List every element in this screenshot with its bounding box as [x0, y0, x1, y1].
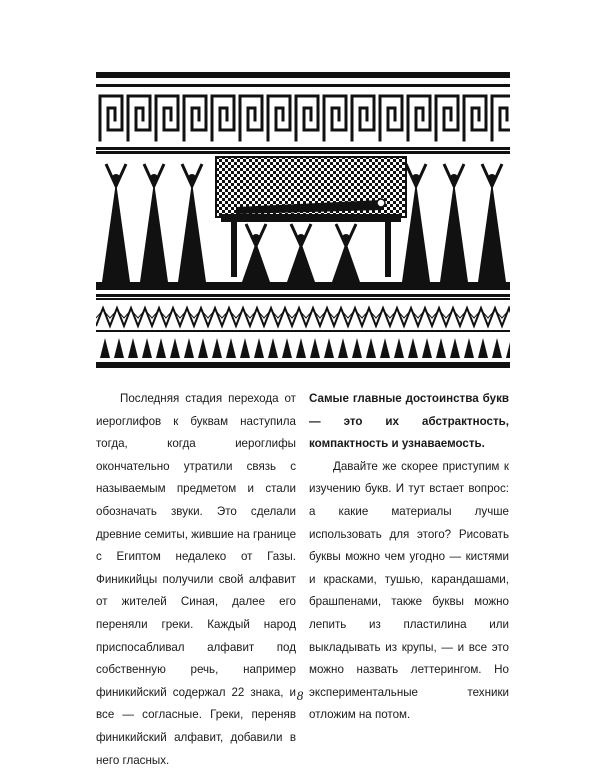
zigzag-band [96, 308, 510, 358]
left-column [96, 388, 296, 772]
highlight-paragraph: Самые главные достоинства букв — это их абстрактность, компактность и узнаваемость. [309, 392, 509, 451]
materials-paragraph: Давайте же скорее приступим к изучению букв. И тут встает вопрос: а какие материалы лучше использовать для этого? Рисовать буквы можно чем угодно — кистями и красками, тушью, карандашами, брашпенами, также буквы можно лепить из пластилина или выкладывать из крупы, — и все это можно назвать леттерингом. Но экспериментальные техники отложим на потом. [309, 459, 509, 722]
funeral-scene [102, 157, 506, 282]
page-number: 8 [296, 688, 304, 703]
meander-band [100, 96, 510, 140]
right-column [309, 388, 509, 727]
intro-paragraph: Последняя стадия перехода от иероглифов к буквам наступила тогда, когда иероглифы окончательно утратили связь с называемым предметом и стали обозначать звуки. Это сделали древние семиты, жившие на границе с Египтом недалеко от Газы. Финикийцы получили свой алфавит от жителей Синая, далее его переняли греки. Каждый народ приспосабливал алфавит под собственную речь, например финикийский содержал 22 знака, и все — согласные. Греки, переняв финикийский алфавит, добавили в него гласных. [96, 392, 297, 767]
bier [221, 214, 401, 222]
vase-illustration [96, 72, 510, 368]
ground-band [96, 282, 510, 290]
